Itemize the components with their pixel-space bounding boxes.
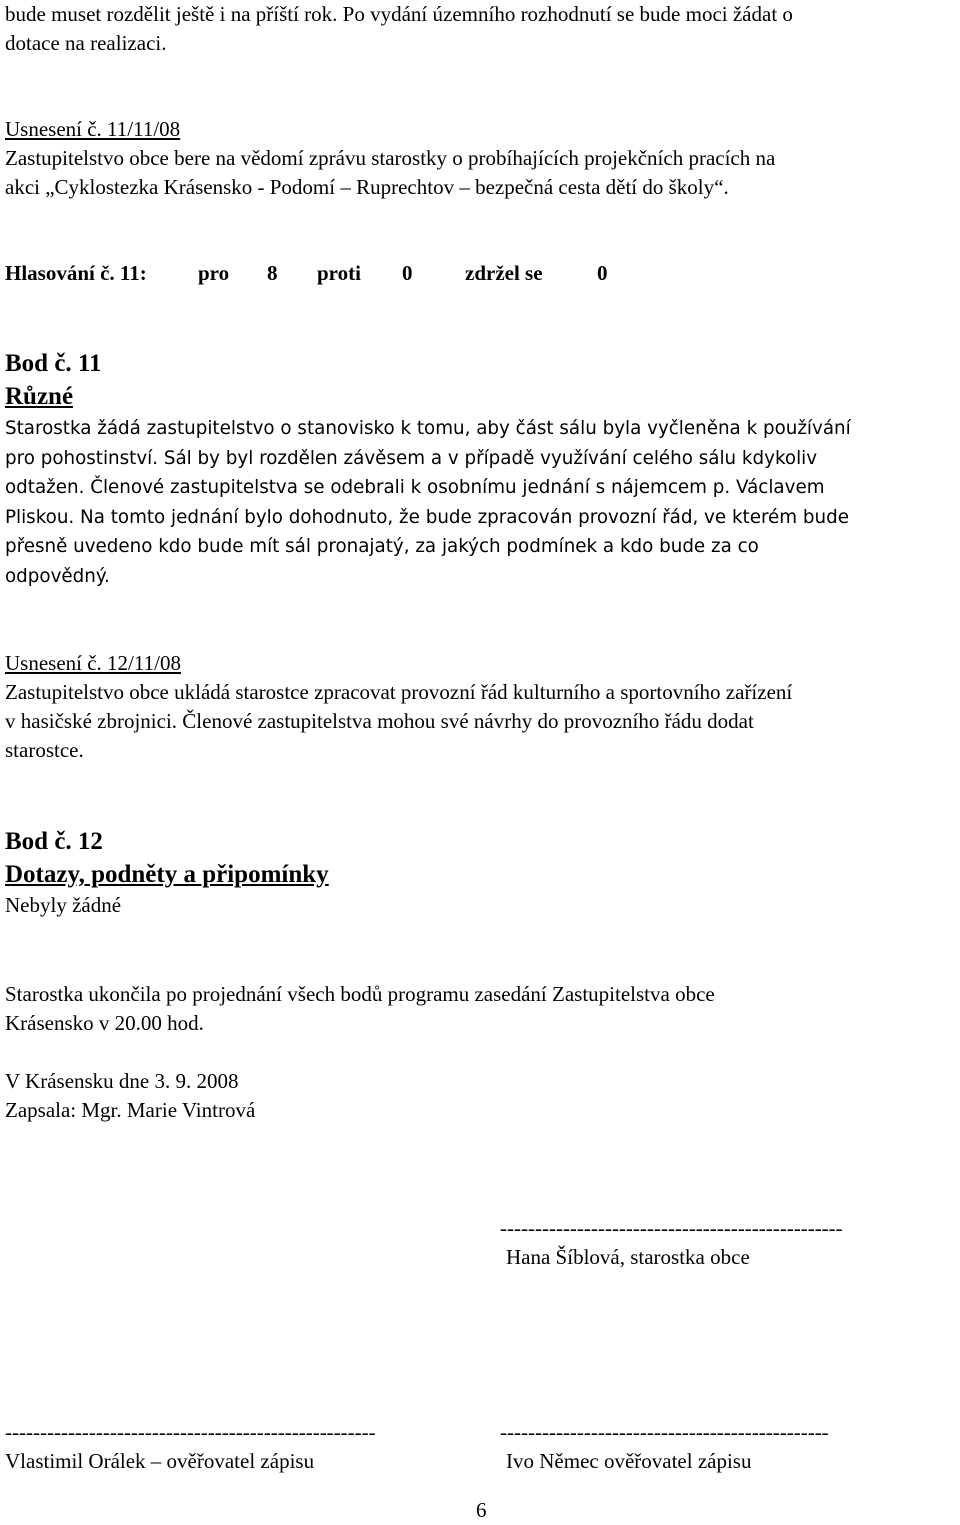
resolution-11 [5, 115, 950, 202]
text-line: dotace na realizaci. [5, 31, 167, 55]
page-number: 6 [476, 1498, 487, 1522]
text-line: odtažen. Členové zastupitelstva se odebrali k osobnímu jednání s nájemcem p. Václavem [5, 477, 825, 498]
vote-pro-label: pro [198, 261, 230, 285]
vote-result [5, 259, 950, 289]
text-line: v hasičské zbrojnici. Členové zastupitelstva mohou své návrhy do provozního řádu dodat [5, 709, 754, 733]
section-title: Bod č. 11 [5, 350, 102, 377]
vote-proti-value: 0 [402, 261, 413, 285]
text-line: Starostka žádá zastupitelstvo o stanovisko k tomu, aby část sálu byla vyčleněna k používání [5, 418, 851, 439]
closing-statement [5, 980, 950, 1038]
section-bod-11 [5, 347, 950, 413]
text-line: Krásensko v 20.00 hod. [5, 1011, 204, 1035]
text-line: Zastupitelstvo obce bere na vědomí zprávu starostky o probíhajících projekčních pracích na [5, 146, 776, 170]
text-line: akci „Cyklostezka Krásensko - Podomí – Ruprechtov – bezpečná cesta dětí do školy“. [5, 175, 729, 199]
intro-paragraph [5, 0, 950, 58]
text-line: odpovědný. [5, 565, 110, 587]
vote-zdrzel-label: zdržel se [465, 261, 543, 285]
resolution-heading: Usnesení č. 11/11/08 [5, 117, 181, 141]
section-bod-12 [5, 825, 950, 920]
text-line: starostce. [5, 738, 84, 762]
section-text: Nebyly žádné [5, 893, 122, 917]
resolution-12 [5, 649, 950, 765]
text-line: bude muset rozdělit ještě i na příští rok. Po vydání územního rozhodnutí se bude moci žádat o [5, 2, 793, 26]
section-title: Bod č. 12 [5, 828, 103, 855]
recorder-line: Zapsala: Mgr. Marie Vintrová [5, 1098, 256, 1122]
text-line: přesně uvedeno kdo bude mít sál pronajatý, za jakých podmínek a kdo bude za co [5, 536, 759, 557]
date-and-recorder [5, 1067, 950, 1125]
signature-name-mayor: Hana Šíblová, starostka obce [506, 1245, 750, 1269]
signature-line-verifier-1: ----------------------------------------------------- [5, 1420, 376, 1444]
vote-zdrzel-value: 0 [597, 261, 608, 285]
signature-name-verifier-2: Ivo Němec ověřovatel zápisu [506, 1449, 752, 1473]
vote-pro-value: 8 [267, 261, 278, 285]
vote-proti-label: proti [317, 261, 361, 285]
date-line: V Krásensku dne 3. 9. 2008 [5, 1069, 239, 1093]
signature-line-verifier-2: ----------------------------------------------- [500, 1420, 829, 1444]
bod-11-body [5, 414, 950, 591]
section-subtitle: Dotazy, podněty a připomínky [5, 861, 329, 888]
text-line: pro pohostinství. Sál by byl rozdělen závěsem a v případě využívání celého sálu kdykoliv [5, 447, 818, 469]
text-line: Starostka ukončila po projednání všech bodů programu zasedání Zastupitelstva obce [5, 982, 715, 1006]
text-line: Zastupitelstvo obce ukládá starostce zpracovat provozní řád kulturního a sportovního zařízení [5, 680, 793, 704]
signature-name-verifier-1: Vlastimil Orálek – ověřovatel zápisu [5, 1449, 315, 1473]
vote-label: Hlasování č. 11: [5, 261, 147, 285]
text-line: Pliskou. Na tomto jednání bylo dohodnuto, že bude zpracován provozní řád, ve kterém bude [5, 506, 849, 528]
signature-line-mayor: ------------------------------------------------- [500, 1216, 843, 1240]
resolution-heading: Usnesení č. 12/11/08 [5, 651, 181, 675]
section-subtitle: Různé [5, 383, 74, 410]
